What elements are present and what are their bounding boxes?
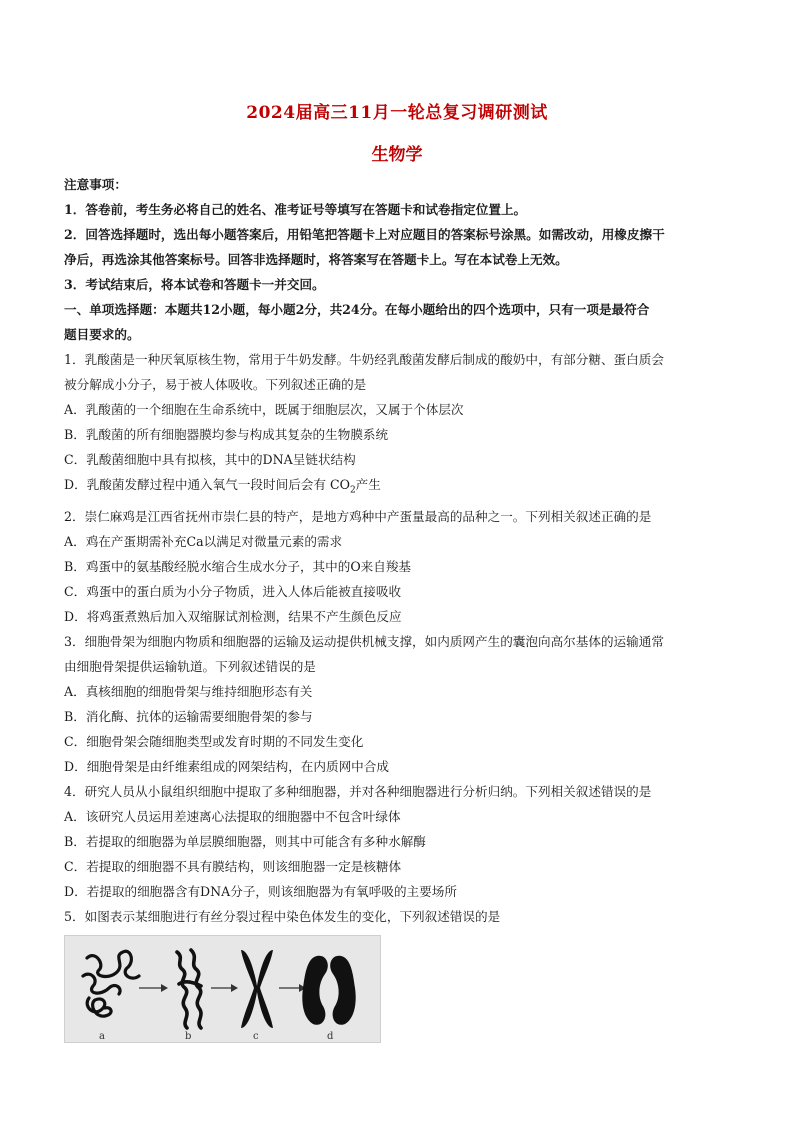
q1-option-d-subscript: 2 (349, 485, 356, 496)
q4-option-c: C．若提取的细胞器不具有膜结构，则该细胞器一定是核糖体 (64, 858, 402, 874)
q1-stem-line1: 1．乳酸菌是一种厌氧原核生物，常用于牛奶发酵。牛奶经乳酸菌发酵后制成的酸奶中，有部分糖、蛋白质会 (64, 352, 664, 367)
q4-option-d: D．若提取的细胞器含有DNA分子，则该细胞器为有氧呼吸的主要场所 (64, 883, 457, 899)
q1-option-d-text: D．乳酸菌发酵过程中通入氧气一段时间后会有 CO (64, 477, 350, 492)
page-title: 2024届高三11月一轮总复习调研测试 (246, 103, 548, 123)
section-heading-line2: 题目要求的。 (64, 327, 140, 342)
notice-item-1: 1．答卷前，考生务必将自己的姓名、准考证号等填写在答题卡和试卷指定位置上。 (64, 202, 527, 217)
notice-heading: 注意事项： (64, 177, 127, 192)
arrow-b-c (211, 984, 238, 992)
q1-option-b: B．乳酸菌的所有细胞器膜均参与构成其复杂的生物膜系统 (64, 427, 389, 442)
arrow-c-d (279, 984, 306, 992)
q1-option-a: A．乳酸菌的一个细胞在生命系统中，既属于细胞层次，又属于个体层次 (64, 402, 464, 417)
q3-stem-line1: 3．细胞骨架为细胞内物质和细胞器的运输及运动提供机械支撑，如内质网产生的囊泡向高尔基体的运输通常 (64, 633, 664, 649)
chromatin-a-shape (83, 951, 139, 1016)
q3-option-c: C．细胞骨架会随细胞类型或发育时期的不同发生变化 (64, 733, 364, 749)
page-subtitle: 生物学 (371, 145, 423, 165)
figure-label-d: d (327, 1030, 334, 1042)
chromosome-c-shape (241, 950, 273, 1028)
notice-item-3: 3．考试结束后，将本试卷和答题卡一并交回。 (64, 277, 325, 292)
arrow-a-b (139, 984, 168, 992)
figure-label-b: b (185, 1030, 192, 1042)
q4-stem-line1: 4．研究人员从小鼠组织细胞中提取了多种细胞器，并对各种细胞器进行分析归纳。下列相关叙述错误的是 (64, 783, 652, 799)
q5-stem-line1: 5．如图表示某细胞进行有丝分裂过程中染色体发生的变化，下列叙述错误的是 (64, 908, 501, 924)
q2-option-b: B．鸡蛋中的氨基酸经脱水缩合生成水分子，其中的O来自羧基 (64, 558, 412, 574)
q1-stem-line2: 被分解成小分子，易于被人体吸收。下列叙述正确的是 (64, 377, 367, 392)
q1-option-d-suffix: 产生 (355, 477, 381, 492)
figure-label-a: a (99, 1030, 105, 1042)
q2-stem-line1: 2．崇仁麻鸡是江西省抚州市崇仁县的特产，是地方鸡种中产蛋量最高的品种之一。下列相关叙述正确的是 (64, 508, 652, 524)
notice-item-2-line1: 2．回答选择题时，选出每小题答案后，用铅笔把答题卡上对应题目的答案标号涂黑。如需改动，用橡皮擦干 (64, 227, 665, 242)
exam-content (64, 172, 734, 1043)
q4-option-b: B．若提取的细胞器为单层膜细胞器，则其中可能含有多种水解酶 (64, 833, 426, 849)
q2-option-d: D．将鸡蛋煮熟后加入双缩脲试剂检测，结果不产生颜色反应 (64, 608, 402, 624)
notice-item-2-line2: 净后，再选涂其他答案标号。回答非选择题时，将答案写在答题卡上。写在本试卷上无效。 (64, 252, 568, 267)
q3-option-d: D．细胞骨架是由纤维素组成的网架结构，在内质网中合成 (64, 758, 389, 774)
q1-option-d (64, 472, 734, 504)
chromosome-b-shape (177, 950, 201, 1028)
q4-option-a: A．该研究人员运用差速离心法提取的细胞器中不包含叶绿体 (64, 808, 401, 824)
q2-option-c: C．鸡蛋中的蛋白质为小分子物质，进入人体后能被直接吸收 (64, 583, 402, 599)
section-heading-line1: 一、单项选择题：本题共12小题，每小题2分，共24分。在每小题给出的四个选项中，只有一项是最符合 (64, 302, 650, 317)
q3-option-b: B．消化酶、抗体的运输需要细胞骨架的参与 (64, 708, 313, 724)
q3-option-a: A．真核细胞的细胞骨架与维持细胞形态有关 (64, 683, 313, 699)
figure-label-c: c (253, 1030, 259, 1042)
q2-option-a: A．鸡在产蛋期需补充Ca以满足对微量元素的需求 (64, 533, 343, 549)
chromosome-figure (64, 935, 381, 1043)
chromosome-d-shape (302, 955, 355, 1024)
q1-option-c: C．乳酸菌细胞中具有拟核，其中的DNA呈链状结构 (64, 452, 356, 467)
q3-stem-line2: 由细胞骨架提供运输轨道。下列叙述错误的是 (64, 658, 316, 674)
